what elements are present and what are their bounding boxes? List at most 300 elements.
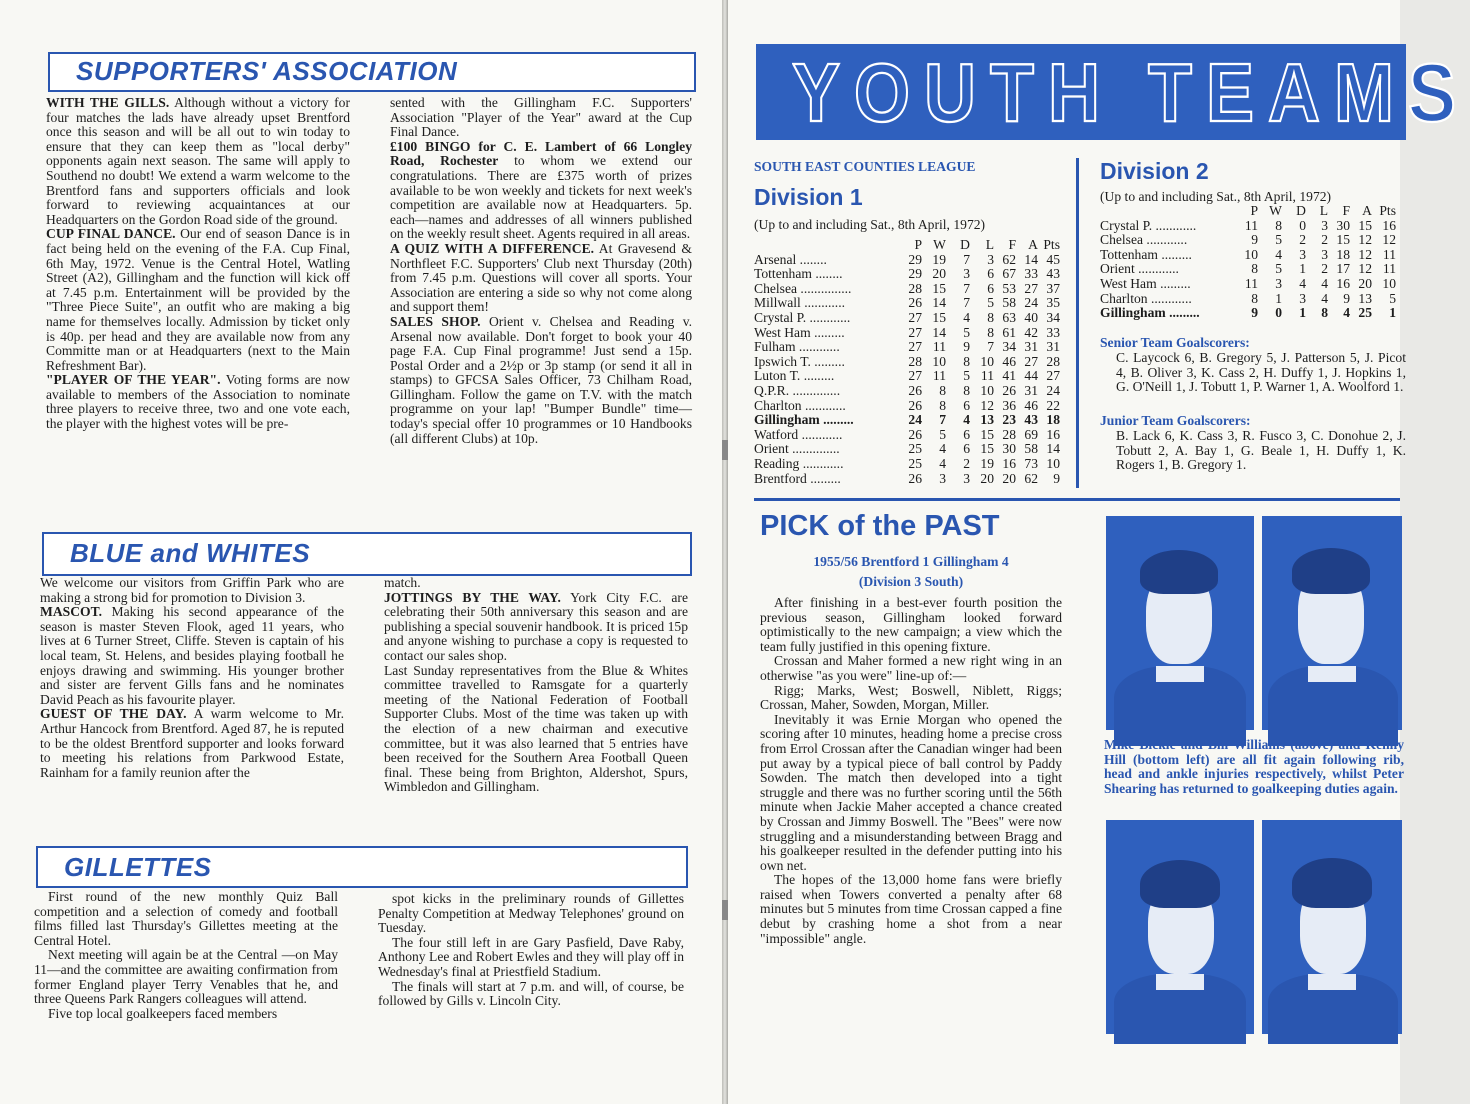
table-cell: 5	[987, 295, 994, 311]
pick-of-the-past-title: PICK of the PAST	[760, 510, 1000, 542]
table-cell: 11	[1382, 261, 1396, 277]
paragraph: The finals will start at 7 p.m. and will, of course, be followed by Gills v. Lincoln City.	[378, 978, 684, 1009]
column-header: P	[914, 237, 922, 252]
table-cell: 13	[980, 412, 994, 428]
table-cell: 25	[1358, 305, 1372, 321]
division-2-subtitle: (Up to and including Sat., 8th April, 1972)	[1100, 189, 1332, 204]
team-name: West Ham .........	[1100, 275, 1191, 291]
team-name: Gillingham .........	[754, 412, 854, 428]
table-cell: 40	[1024, 309, 1038, 325]
table-row	[754, 253, 1064, 268]
table-row	[1100, 277, 1400, 292]
division-1-title: Division 1	[754, 184, 863, 210]
pick-of-the-past-text	[760, 596, 1062, 946]
paragraph-text: We welcome our visitors from Griffin Park who are making a strong bid for promotion to Division 3.	[40, 575, 344, 605]
supporters-column-1	[46, 96, 350, 432]
paragraph-text: Our end of season Dance is in fact being held on the evening of the F.A. Cup Final, 6th May, 1972. Venue is the Central Hotel, Watling Street (A2), Gillingham and the function will kick off at 7.45 p.m. Entertainment will be provided by the "Three Piece Suite", an outfit who are making a big name for themselves locally. Admission by ticket only is 40p. per head and they are available now from any Committe man or at Headquarters (next to the Main Refreshment Bar).	[46, 226, 350, 373]
paragraph-lead: "PLAYER OF THE YEAR".	[46, 372, 221, 388]
table-cell: 5	[939, 426, 946, 442]
table-cell: 23	[1002, 412, 1016, 428]
table-cell: 3	[963, 470, 970, 486]
table-cell: 4	[1321, 275, 1328, 291]
table-row	[754, 384, 1064, 399]
team-name: Charlton ............	[754, 397, 846, 413]
supporters-column-2	[390, 96, 692, 446]
table-cell: 33	[1024, 266, 1038, 282]
paragraph-lead: £100 BINGO for C. E. Lambert of 66 Longley Road, Rochester	[390, 138, 692, 169]
paragraph	[40, 605, 344, 707]
paragraph	[40, 576, 344, 605]
paragraph-text: to whom we extend our congratulations. There are £375 worth of prizes available to be won weekly and tickets for next week's competition are available now at Headquarters. 5p. each—names and addresses of all winners published on the weekly result sheet. Agents required in all areas.	[390, 153, 692, 242]
paragraph-lead: SALES SHOP.	[390, 313, 481, 329]
gillettes-column-1	[34, 890, 338, 1021]
table-cell: 35	[1046, 295, 1060, 311]
photo-kenny-hill	[1106, 820, 1254, 1034]
table-cell: 10	[1244, 246, 1258, 262]
table-cell: 26	[908, 426, 922, 442]
column-header: L	[985, 237, 994, 252]
team-name: Tottenham .........	[1100, 246, 1192, 262]
division-1-table	[754, 238, 1064, 486]
table-cell: 34	[1046, 309, 1060, 325]
table-cell: 6	[963, 441, 970, 457]
table-cell: 8	[939, 397, 946, 413]
team-name: Brentford .........	[754, 470, 841, 486]
table-cell: 28	[908, 280, 922, 296]
team-name: Q.P.R. ..............	[754, 382, 841, 398]
table-cell: 5	[1275, 232, 1282, 248]
table-cell: 10	[1046, 455, 1060, 471]
paragraph-text: sented with the Gillingham F.C. Supporters' Association "Player of the Year" award at the Cup Final Dance.	[390, 95, 692, 140]
left-page	[0, 0, 722, 1104]
table-cell: 73	[1024, 455, 1038, 471]
table-cell: 11	[1244, 275, 1258, 291]
table-cell: 4	[939, 455, 946, 471]
paragraph: The four still left in are Gary Pasfield, Dave Raby, Anthony Lee and Robert Ewles and they will play off in Wednesday's final at Priestfield Stadium.	[378, 934, 684, 979]
blue-whites-column-1	[40, 576, 344, 780]
table-cell: 14	[932, 295, 946, 311]
junior-goalscorers-text: B. Lack 6, K. Cass 3, R. Fusco 3, C. Donohue 2, J. Tobutt 2, A. Bay 1, G. Beale 1, H. Duffy 1, K. Rogers 1, B. Gregory 1.	[1116, 428, 1406, 473]
junior-goalscorers-title: Junior Team Goalscorers:	[1100, 413, 1251, 428]
table-cell: 3	[1275, 275, 1282, 291]
table-cell: 0	[1299, 217, 1306, 233]
table-cell: 16	[1336, 275, 1350, 291]
table-cell: 12	[980, 397, 994, 413]
table-cell: 53	[1002, 280, 1016, 296]
team-name: West Ham .........	[754, 324, 845, 340]
table-cell: 44	[1024, 368, 1038, 384]
table-cell: 1	[1299, 305, 1306, 321]
table-cell: 9	[1343, 290, 1350, 306]
gillettes-heading: GILLETTES	[64, 852, 212, 882]
table-cell: 15	[1336, 232, 1350, 248]
paragraph	[46, 227, 350, 373]
table-cell: 11	[932, 339, 946, 355]
table-cell: 15	[932, 280, 946, 296]
photo-bill-williams	[1262, 516, 1402, 730]
column-header: W	[933, 237, 946, 252]
table-cell: 9	[1251, 305, 1258, 321]
column-header: D	[1296, 203, 1306, 218]
table-cell: 58	[1024, 441, 1038, 457]
table-cell: 27	[908, 324, 922, 340]
column-header: Pts	[1043, 237, 1060, 252]
table-cell: 3	[963, 266, 970, 282]
table-header	[1100, 204, 1400, 219]
table-cell: 1	[1389, 305, 1396, 321]
table-cell: 26	[908, 397, 922, 413]
table-cell: 8	[1251, 261, 1258, 277]
table-cell: 20	[932, 266, 946, 282]
table-cell: 8	[939, 382, 946, 398]
banner-title: YOUTH TEAMS	[792, 47, 1470, 140]
table-cell: 41	[1002, 368, 1016, 384]
table-row	[1100, 248, 1400, 263]
table-row	[1100, 306, 1400, 321]
table-row	[1100, 219, 1400, 234]
table-cell: 8	[963, 353, 970, 369]
photo-caption: Mike Bickle and Bill Williams (above) and Kenny Hill (bottom left) are all fit again following rib, head and ankle injuries respectively, whilst Peter Shearing has returned to goalkeeping duties again.	[1104, 737, 1404, 796]
paragraph-text: A warm welcome to Mr. Arthur Hancock from Brentford. Aged 87, he is reputed to be the oldest Brentford supporter and looks forward to meeting his relations from Parkwood Estate, Rainham for a family reunion after the	[40, 706, 344, 780]
table-cell: 4	[1275, 246, 1282, 262]
table-cell: 4	[1321, 290, 1328, 306]
table-cell: 46	[1024, 397, 1038, 413]
paragraph-lead: WITH THE GILLS.	[46, 95, 170, 110]
table-cell: 3	[1299, 246, 1306, 262]
table-cell: 25	[908, 441, 922, 457]
division-1-subtitle: (Up to and including Sat., 8th April, 1972)	[754, 217, 986, 232]
gillettes-heading-box	[36, 846, 688, 888]
table-cell: 58	[1002, 295, 1016, 311]
table-cell: 4	[939, 441, 946, 457]
table-header	[754, 238, 1064, 253]
paragraph-text: Although without a victory for four matches the lads have already upset Brentford once this season and will be all out to win today to ensure that they can keep them as "local derby" opponents again next season. The same will apply to Southend no doubt! We extend a warm welcome to the Brentford fans and supporters officials and look forward to reviewing acquaintances at our Headquarters on the Gordon Road side of the ground.	[46, 95, 350, 227]
table-cell: 37	[1046, 280, 1060, 296]
table-cell: 4	[1343, 305, 1350, 321]
table-cell: 69	[1024, 426, 1038, 442]
table-cell: 3	[1321, 246, 1328, 262]
table-cell: 2	[1321, 232, 1328, 248]
table-cell: 11	[932, 368, 946, 384]
table-cell: 22	[1046, 397, 1060, 413]
team-name: Crystal P. ............	[1100, 217, 1197, 233]
column-header: L	[1319, 203, 1328, 218]
table-row	[754, 472, 1064, 487]
table-cell: 30	[1336, 217, 1350, 233]
paragraph-lead: GUEST OF THE DAY.	[40, 706, 187, 722]
table-cell: 4	[963, 412, 970, 428]
youth-teams-banner	[756, 44, 1470, 140]
paragraph: After finishing in a best-ever fourth position the previous season, Gillingham looked forward optimistically to the new campaign; a view which the team fully justified in this opening fixture.	[760, 595, 1062, 654]
table-cell: 16	[1046, 426, 1060, 442]
table-cell: 3	[987, 251, 994, 267]
table-cell: 8	[1275, 217, 1282, 233]
table-cell: 19	[932, 251, 946, 267]
table-cell: 14	[1024, 251, 1038, 267]
paragraph	[390, 96, 692, 140]
table-cell: 5	[1275, 261, 1282, 277]
pick-division: (Division 3 South)	[858, 574, 964, 589]
table-cell: 62	[1002, 251, 1016, 267]
table-row	[754, 428, 1064, 443]
senior-goalscorers-text: C. Laycock 6, B. Gregory 5, J. Patterson 5, J. Picot 4, B. Oliver 3, K. Cass 2, H. Duffy 1, J. Hopkins 1, G. O'Neill 1, J. Tobutt 1, P. Warner 1, A. Woolford 1.	[1116, 350, 1406, 395]
table-cell: 27	[1024, 280, 1038, 296]
paragraph	[384, 576, 688, 591]
table-cell: 12	[1358, 261, 1372, 277]
paragraph-text: Last Sunday representatives from the Blue & Whites committee travelled to Ramsgate for a quarterly meeting of the National Federation of Football Supporter Clubs. Most of the time was taken up with the election of a new chairman and executive committee, but it was also learned that 5 entries have been received for the Southern Area Football Queen final. These being from Brighton, Aldershot, Spurs, Wimbledon and Gillingham.	[384, 662, 688, 795]
table-cell: 10	[1382, 275, 1396, 291]
table-cell: 63	[1002, 309, 1016, 325]
table-row	[754, 340, 1064, 355]
paragraph: The hopes of the 13,000 home fans were briefly raised when Towers converted a penalty after 68 minutes but 5 minutes from time Crossan capped a fine debut by crashing home a shot from a near "impossible" angle.	[760, 872, 1062, 946]
table-cell: 20	[1358, 275, 1372, 291]
paragraph	[40, 707, 344, 780]
table-cell: 67	[1002, 266, 1016, 282]
table-cell: 15	[1358, 217, 1372, 233]
blue-whites-heading-box	[42, 532, 692, 576]
table-cell: 28	[1002, 426, 1016, 442]
table-cell: 7	[939, 412, 946, 428]
table-cell: 11	[1382, 246, 1396, 262]
paragraph	[46, 373, 350, 431]
column-header: W	[1269, 203, 1282, 218]
team-name: Gillingham .........	[1100, 305, 1200, 321]
paragraph-lead: MASCOT.	[40, 604, 103, 620]
team-name: Luton T. .........	[754, 368, 835, 384]
table-cell: 27	[908, 309, 922, 325]
table-cell: 14	[1046, 441, 1060, 457]
table-cell: 7	[987, 339, 994, 355]
table-cell: 31	[1046, 339, 1060, 355]
column-header: A	[1362, 203, 1372, 218]
table-cell: 3	[1321, 217, 1328, 233]
table-cell: 15	[980, 426, 994, 442]
table-cell: 61	[1002, 324, 1016, 340]
paragraph	[384, 591, 688, 664]
column-header: Pts	[1379, 203, 1396, 218]
paragraph: First round of the new monthly Quiz Ball competition and a selection of comedy and football films filled last Thursday's Gillettes meeting at the Central Hotel.	[34, 889, 338, 948]
supporters-heading: SUPPORTERS' ASSOCIATION	[76, 56, 458, 86]
division-2-title: Division 2	[1100, 158, 1209, 184]
table-cell: 8	[987, 309, 994, 325]
table-cell: 11	[1244, 217, 1258, 233]
paragraph	[390, 140, 692, 242]
table-cell: 6	[987, 266, 994, 282]
team-name: Millwall ............	[754, 295, 846, 311]
blue-whites-column-2	[384, 576, 688, 795]
table-cell: 12	[1382, 232, 1396, 248]
column-header: D	[960, 237, 970, 252]
table-cell: 43	[1024, 412, 1038, 428]
table-cell: 15	[932, 309, 946, 325]
table-cell: 4	[1299, 275, 1306, 291]
table-cell: 24	[1046, 382, 1060, 398]
table-cell: 14	[932, 324, 946, 340]
table-cell: 26	[908, 470, 922, 486]
table-cell: 5	[963, 324, 970, 340]
supporters-heading-box	[48, 52, 696, 92]
division-divider	[1076, 158, 1079, 488]
table-row	[754, 399, 1064, 414]
photo-mike-bickle	[1106, 516, 1254, 730]
paragraph-text: Making his second appearance of the season is master Steven Flook, aged 11 years, who lives at 6 Turner Street, Cliffe. Steven is captain of his local team, St. Helens, and besides playing football he enjoys drawing and swimming. His younger brother and sister are fervent Gills fans and he nominates David Peach as his favourite player.	[40, 604, 344, 707]
table-cell: 31	[1024, 339, 1038, 355]
table-cell: 1	[1275, 290, 1282, 306]
table-cell: 8	[963, 382, 970, 398]
table-row	[754, 311, 1064, 326]
table-cell: 28	[908, 353, 922, 369]
table-cell: 18	[1336, 246, 1350, 262]
table-cell: 5	[963, 368, 970, 384]
table-cell: 18	[1046, 412, 1060, 428]
table-cell: 12	[1358, 232, 1372, 248]
table-cell: 4	[963, 309, 970, 325]
table-row	[1100, 292, 1400, 307]
table-cell: 7	[963, 295, 970, 311]
table-row	[1100, 233, 1400, 248]
table-cell: 2	[1299, 232, 1306, 248]
table-cell: 2	[963, 455, 970, 471]
table-cell: 10	[932, 353, 946, 369]
pick-match: 1955/56 Brentford 1 Gillingham 4	[813, 554, 1009, 569]
table-row	[754, 442, 1064, 457]
paragraph-lead: CUP FINAL DANCE.	[46, 226, 176, 242]
table-cell: 24	[908, 412, 922, 428]
table-cell: 0	[1275, 305, 1282, 321]
team-name: Crystal P. ............	[754, 309, 851, 325]
table-cell: 43	[1046, 266, 1060, 282]
table-cell: 5	[1389, 290, 1396, 306]
paragraph-text: match.	[384, 575, 421, 590]
team-name: Arsenal ........	[754, 251, 827, 267]
table-cell: 8	[1251, 290, 1258, 306]
paragraph-text: Orient v. Chelsea and Reading v. Arsenal now available. Don't forget to book your 40 page F.A. Cup Final programme! Just send a 15p. Postal Order and a 2½p or 3p stamp (or send it all in stamps) to GFCSA Sales Officer, 73 Chilham Road, Gillingham. Follow the game on T.V. with the match programme on your lap! "Bumper Bundle" time—today's special offer 10 programmes or 10 Handbooks (all different Clubs) at 10p.	[390, 313, 693, 446]
table-cell: 34	[1002, 339, 1016, 355]
table-cell: 29	[908, 266, 922, 282]
table-cell: 6	[963, 426, 970, 442]
paragraph-lead: A QUIZ WITH A DIFFERENCE.	[390, 240, 595, 256]
table-cell: 10	[980, 353, 994, 369]
table-cell: 42	[1024, 324, 1038, 340]
table-cell: 9	[963, 339, 970, 355]
right-page	[728, 0, 1470, 1104]
paragraph: Inevitably it was Ernie Morgan who opened the scoring after 10 minutes, heading home a precise cross from Errol Crossan after the Canadian winger had been put away by a typical piece of ball control by Paddy Sowden. The match then developed into a tight struggle and there was no further scoring until the 56th minute when Jackie Maher accepted a chance created by Crossan and Jimmy Boswell. The "Bees" were now struggling and a misunderstanding between Bragg and his goalkeeper resulted in the defender putting into his own net.	[760, 711, 1062, 873]
table-cell: 11	[980, 368, 994, 384]
paragraph-lead: JOTTINGS BY THE WAY.	[384, 589, 561, 605]
table-row	[754, 296, 1064, 311]
table-cell: 20	[1002, 470, 1016, 486]
table-cell: 27	[1024, 353, 1038, 369]
table-row	[754, 355, 1064, 370]
column-header: A	[1028, 237, 1038, 252]
table-cell: 26	[908, 295, 922, 311]
table-row	[754, 267, 1064, 282]
table-row	[754, 326, 1064, 341]
division-2-table	[1100, 204, 1400, 321]
table-cell: 7	[963, 251, 970, 267]
table-cell: 6	[963, 397, 970, 413]
team-name: Watford ............	[754, 426, 843, 442]
team-name: Chelsea ............	[1100, 232, 1188, 248]
senior-goalscorers-title: Senior Team Goalscorers:	[1100, 335, 1250, 350]
paragraph	[384, 664, 688, 795]
paragraph-text: Voting forms are now available to members of the Association to nominate three players to receive three, two and one vote each, the player with the highest votes will be pre-	[46, 372, 350, 432]
table-cell: 6	[987, 280, 994, 296]
team-name: Fulham ............	[754, 339, 840, 355]
table-cell: 26	[1002, 382, 1016, 398]
column-header: F	[1008, 237, 1016, 252]
team-name: Charlton ............	[1100, 290, 1192, 306]
table-cell: 62	[1024, 470, 1038, 486]
table-cell: 25	[908, 455, 922, 471]
league-title: SOUTH EAST COUNTIES LEAGUE	[754, 159, 976, 174]
paragraph	[46, 96, 350, 227]
table-row	[1100, 262, 1400, 277]
table-row	[754, 369, 1064, 384]
table-cell: 12	[1358, 246, 1372, 262]
table-cell: 10	[980, 382, 994, 398]
table-cell: 2	[1321, 261, 1328, 277]
table-cell: 9	[1251, 232, 1258, 248]
team-name: Reading ............	[754, 455, 844, 471]
table-cell: 15	[980, 441, 994, 457]
team-name: Tottenham ........	[754, 266, 843, 282]
paragraph: Rigg; Marks, West; Boswell, Niblett, Riggs; Crossan, Maher, Sowden, Morgan, Miller.	[760, 682, 1062, 713]
table-cell: 36	[1002, 397, 1016, 413]
table-cell: 26	[908, 382, 922, 398]
table-cell: 27	[1046, 368, 1060, 384]
paragraph: Next meeting will again be at the Central —on May 11—and the committee are awaiting confirmation from former England player Terry Venables that he, and three Queens Park Rangers colleagues will attend.	[34, 947, 338, 1007]
paragraph-text: York City F.C. are celebrating their 50th anniversary this season and are publishing a special souvenir handbook. It is priced 15p and anyone wishing to purchase a copy is requested to contact our sales shop.	[384, 589, 688, 663]
section-divider	[754, 498, 1400, 501]
column-header: P	[1250, 203, 1258, 218]
paragraph-text: At Gravesend & Northfleet F.C. Supporters' Club next Thursday (20th) from 7.45 p.m. Questions will cover all sports. Your Association are entering a side so why not come along and support them!	[390, 240, 692, 315]
table-cell: 19	[980, 455, 994, 471]
team-name: Orient ............	[1100, 261, 1179, 277]
paragraph	[390, 315, 692, 446]
table-cell: 29	[908, 251, 922, 267]
table-cell: 27	[908, 339, 922, 355]
table-cell: 27	[908, 368, 922, 384]
column-header: F	[1342, 203, 1350, 218]
table-row	[754, 457, 1064, 472]
table-cell: 8	[1321, 305, 1328, 321]
photo-peter-shearing	[1262, 820, 1402, 1034]
table-cell: 20	[980, 470, 994, 486]
table-cell: 46	[1002, 353, 1016, 369]
table-cell: 13	[1358, 290, 1372, 306]
table-cell: 45	[1046, 251, 1060, 267]
paragraph	[390, 242, 692, 315]
paragraph: Crossan and Maher formed a new right wing in an otherwise "as you were" line-up of:—	[760, 653, 1062, 683]
team-name: Ipswich T. .........	[754, 353, 845, 369]
table-cell: 30	[1002, 441, 1016, 457]
table-cell: 17	[1336, 261, 1350, 277]
table-row	[754, 413, 1064, 428]
table-cell: 3	[939, 470, 946, 486]
table-cell: 16	[1382, 217, 1396, 233]
table-cell: 16	[1002, 455, 1016, 471]
gillettes-column-2	[378, 892, 684, 1009]
table-cell: 24	[1024, 295, 1038, 311]
table-cell: 8	[987, 324, 994, 340]
team-name: Chelsea ...............	[754, 280, 852, 296]
paragraph: Five top local goalkeepers faced members	[48, 1005, 278, 1021]
table-row	[754, 282, 1064, 297]
paragraph: spot kicks in the preliminary rounds of Gillettes Penalty Competition at Medway Telephones' ground on Tuesday.	[378, 891, 684, 936]
table-cell: 28	[1046, 353, 1060, 369]
table-cell: 31	[1024, 382, 1038, 398]
